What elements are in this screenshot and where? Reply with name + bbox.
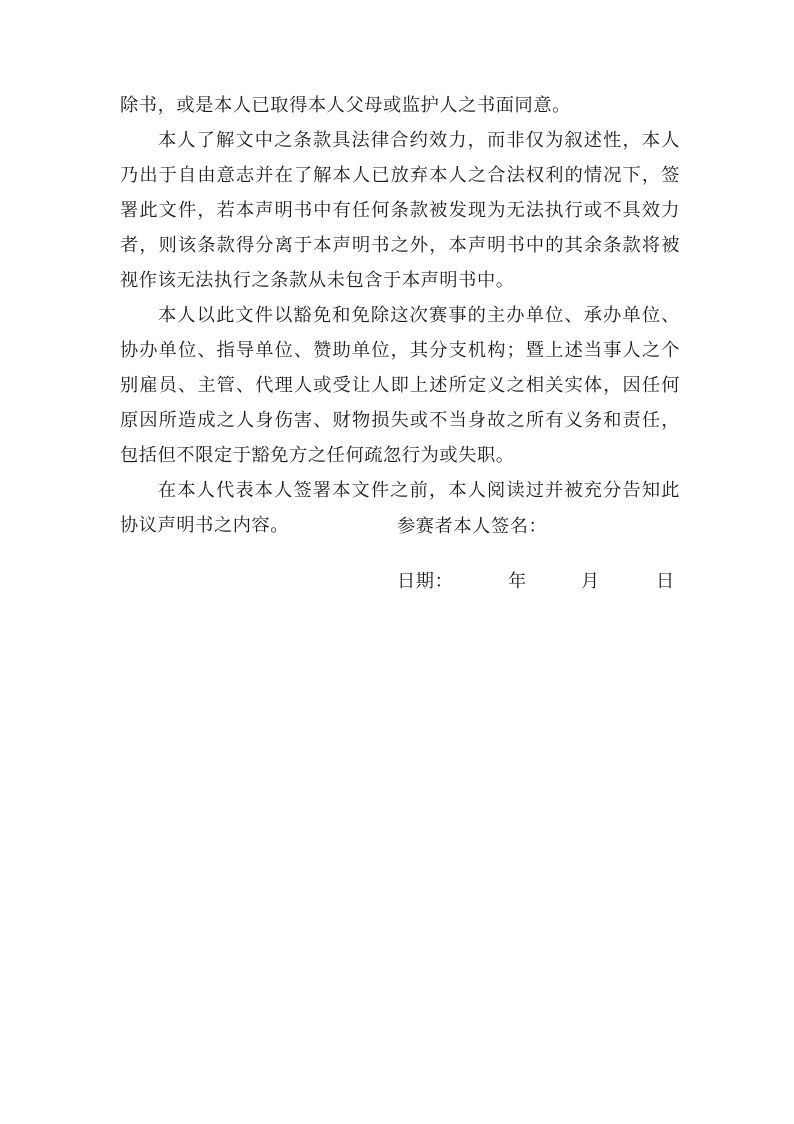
date-month-label: 月 [581, 571, 600, 592]
signature-label: 参赛者本人签名： [397, 516, 548, 537]
waiver-text [120, 88, 680, 543]
date-label: 日期： [397, 571, 454, 592]
date-line [397, 567, 687, 597]
date-year-label: 年 [508, 571, 527, 592]
paragraph-acknowledgement: 在本人代表本人签署本文件之前，本人阅读过并被充分告知此协议声明书之内容。 [120, 480, 680, 536]
paragraph-continuation: 除书，或是本人已取得本人父母或监护人之书面同意。 [120, 95, 571, 116]
date-day-label: 日 [656, 571, 675, 592]
paragraph-legal-effect: 本人了解文中之条款具法律合约效力，而非仅为叙述性，本人乃出于自由意志并在了解本人已放弃本人之合法权利的情况下，签署此文件，若本声明书中有任何条款被发现为无法执行或不具效力者，则该条款得分离于本声明书之外，本声明书中的其余条款将被视作该无法执行之条款从未包含于本声明书中。 [120, 130, 680, 291]
paragraph-release: 本人以此文件以豁免和免除这次赛事的主办单位、承办单位、协办单位、指导单位、赞助单位，其分支机构；暨上述当事人之个别雇员、主管、代理人或受让人即上述所定义之相关实体，因任何原因所造成之人身伤害、财物损失或不当身故之所有义务和责任，包括但不限定于豁免方之任何疏忽行为或失职。 [120, 305, 680, 466]
